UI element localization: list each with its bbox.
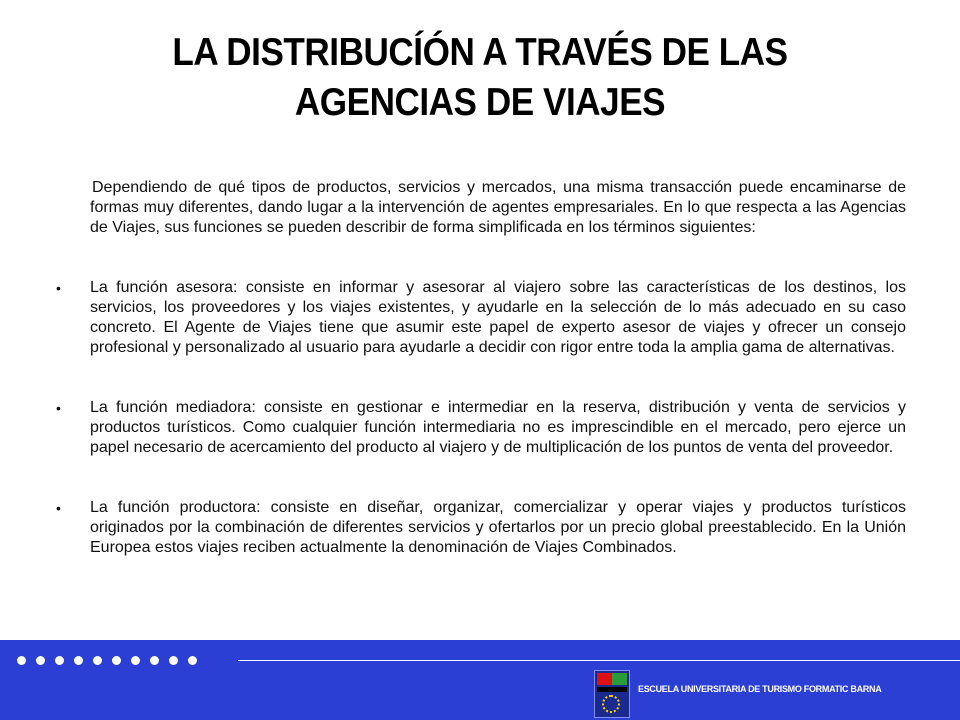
- bullet-icon: •: [56, 500, 61, 516]
- dot-icon: [36, 656, 45, 665]
- dot-icon: [112, 656, 121, 665]
- dot-icon: [188, 656, 197, 665]
- bullet-icon: •: [56, 280, 61, 296]
- title-line-2: AGENCIAS DE VIAJES: [294, 81, 666, 124]
- dot-icon: [131, 656, 140, 665]
- list-item-text: La función mediadora: consiste en gestionar e intermediar en la reserva, distribución y venta de servicios y productos turísticos. Como cualquier función intermediaria no es imprescindible en el mercado, pero ejerce un papel necesario de acercamiento del producto al viajero y de multiplicación de los puntos de venta del proveedor.: [90, 399, 906, 456]
- dot-icon: [150, 656, 159, 665]
- list-item-text: La función asesora: consiste en informar y asesorar al viajero sobre las características de los destinos, los servicios, los proveedores y los viajes existentes, y ayudarle en la selección de lo más adecuado en su caso concreto. El Agente de Viajes tiene que asumir este papel de experto asesor de viajes y ofrecer un consejo profesional y personalizado al usuario para ayudarle a decidir con rigor entre toda la amplia gama de alternativas.: [90, 279, 906, 356]
- slide-title: [48, 28, 912, 128]
- list-item-asesora: [56, 278, 906, 358]
- list-item-mediadora: [56, 398, 906, 458]
- dot-icon: [55, 656, 64, 665]
- bullet-icon: •: [56, 400, 61, 416]
- dot-icon: [93, 656, 102, 665]
- footer-divider: [238, 660, 960, 661]
- decorative-dots: [17, 656, 197, 665]
- list-item-productora: [56, 498, 906, 558]
- dot-icon: [169, 656, 178, 665]
- footer-bar: [0, 640, 960, 720]
- slide-body: [56, 178, 906, 558]
- title-line-1: LA DISTRIBUCÍÓN A TRAVÉS DE LAS: [172, 31, 788, 74]
- school-name: ESCUELA UNIVERSITARIA DE TURISMO FORMATIC BARNA: [638, 684, 882, 694]
- intro-paragraph: Dependiendo de qué tipos de productos, servicios y mercados, una misma transacción puede encaminarse de formas muy diferentes, dando lugar a la intervención de agentes empresariales. En lo que respecta a las Agencias de Viajes, sus funciones se pueden describir de forma simplificada en los términos siguientes:: [90, 179, 906, 236]
- dot-icon: [17, 656, 26, 665]
- list-item-text: La función productora: consiste en diseñar, organizar, comercializar y operar viajes y productos turísticos originados por la combinación de diferentes servicios y ofertarlos por un precio global preestablecido. En la Unión Europea estos viajes reciben actualmente la denominación de Viajes Combinados.: [90, 499, 906, 556]
- school-logo-icon: [594, 670, 630, 718]
- dot-icon: [74, 656, 83, 665]
